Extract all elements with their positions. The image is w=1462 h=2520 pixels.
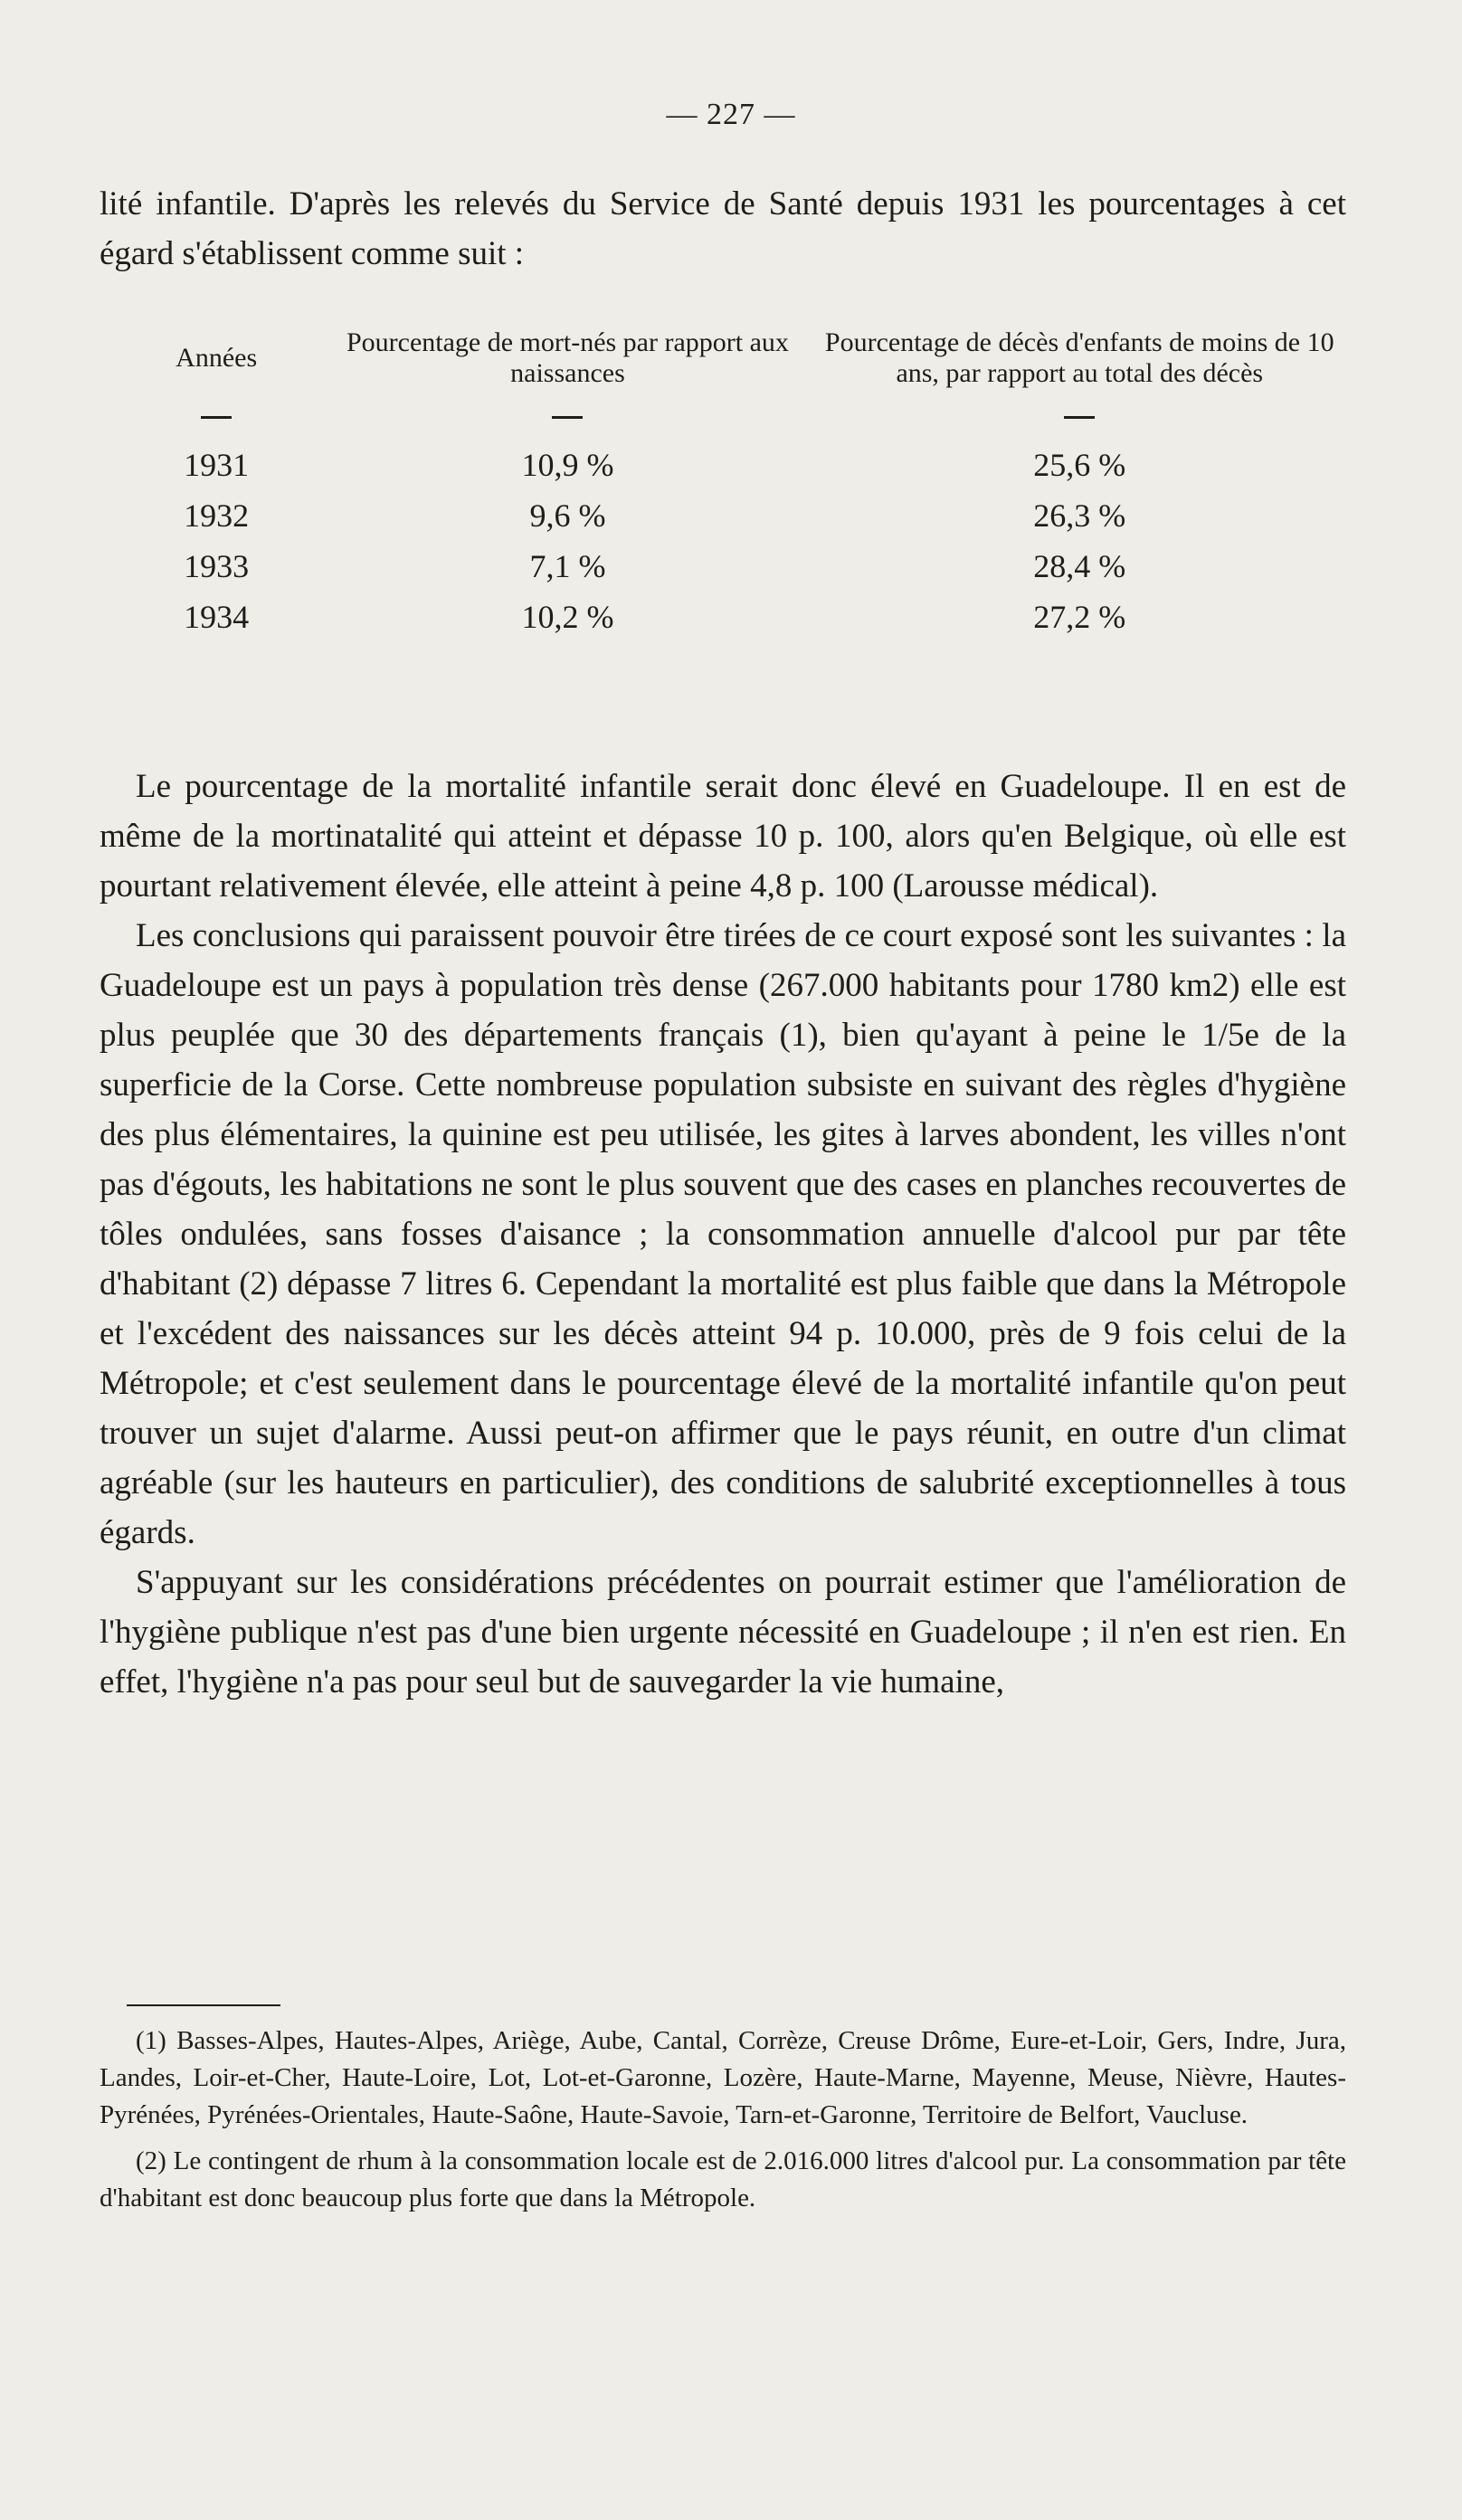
year-cell: 1934 [184,599,250,635]
year-cell: 1933 [184,548,250,584]
intro-paragraph: lité infantile. D'après les relevés du Service de Santé depuis 1931 les pourcentages à cet égard s'établissent comme suit : [100,185,1346,272]
statistics-table [100,327,1357,642]
body-text [100,762,1346,1707]
paragraph-hygiene: S'appuyant sur les considérations précédentes on pourrait estimer que l'amélioration de l'hygiène publique n'est pas d'une bien urgente nécessité en Guadeloupe ; il n'en est rien. En effet, l'hygiène n'a pas pour seul but de sauvegarder la vie humaine, [100,1564,1346,1701]
intro-text [100,179,1346,279]
stillbirth-cell: 10,2 % [521,599,614,635]
paragraph-mortality: Le pourcentage de la mortalité infantile serait donc élevé en Guadeloupe. Il en est de même de la mortinatalité qui atteint et dépasse 10 p. 100, alors qu'en Belgique, où elle est pourtant relativement élevée, elle atteint à peine 4,8 p. 100 (Larousse médical). [100,768,1346,905]
header-child-death-percentage: Pourcentage de décès d'enfants de moins de 10 ans, par rapport au total des décès [824,327,1334,388]
footnotes [100,2023,1346,2226]
dash-separator [802,389,1357,440]
stillbirth-cell: 7,1 % [529,548,606,584]
year-cell: 1932 [184,497,250,534]
child-deaths-cell: 27,2 % [1033,599,1126,635]
year-cell: 1931 [184,447,250,483]
table-dash-row [100,389,1357,440]
dash-separator [333,389,802,440]
table-row [100,541,1357,592]
child-deaths-cell: 25,6 % [1033,447,1126,483]
footnote-1: (1) Basses-Alpes, Hautes-Alpes, Ariège, Aube, Cantal, Corrèze, Creuse Drôme, Eure-et-Loir, Gers, Indre, Jura, Landes, Loir-et-Cher, Haute-Loire, Lot, Lot-et-Garonne, Lozère, Haute-Marne, Mayenne, Meuse, Nièvre, Hautes-Pyrénées, Pyrénées-Orientales, Haute-Saône, Haute-Savoie, Tarn-et-Garonne, Territoire de Belfort, Vaucluse. [100,2026,1346,2129]
child-deaths-cell: 26,3 % [1033,497,1126,534]
header-years: Années [176,343,258,373]
table-row [100,592,1357,642]
table-header-row [100,327,1357,389]
stillbirth-cell: 9,6 % [529,497,606,534]
page-number: — 227 — [666,98,796,131]
table-row [100,490,1357,541]
dash-separator [100,389,333,440]
stillbirth-cell: 10,9 % [521,447,614,483]
paragraph-conclusions: Les conclusions qui paraissent pouvoir être tirées de ce court exposé sont les suivantes : la Guadeloupe est un pays à population très dense (267.000 habitants pour 1780 km2) elle est plus peuplée que 30 des départements français (1), bien qu'ayant à peine le 1/5e de la superficie de la Corse. Cette nombreuse population subsiste en suivant des règles d'hygiène des plus élémentaires, la quinine est peu utilisée, les gites à larves abondent, les villes n'ont pas d'égouts, les habitations ne sont le plus souvent que des cases en planches recouvertes de tôles ondulées, sans fosses d'aisance ; la consommation annuelle d'alcool pur par tête d'habitant (2) dépasse 7 litres 6. Cependant la mortalité est plus faible que dans la Métropole et l'excédent des naissances sur les décès atteint 94 p. 10.000, près de 9 fois celui de la Métropole; et c'est seulement dans le pourcentage élevé de la mortalité infantile qu'on peut trouver un sujet d'alarme. Aussi peut-on affirmer que le pays réunit, en outre d'un climat agréable (sur les hauteurs en particulier), des conditions de salubrité exceptionnelles à tous égards. [100,917,1346,1551]
child-deaths-cell: 28,4 % [1033,548,1126,584]
footnote-divider [127,2004,280,2006]
header-stillbirth-percentage: Pourcentage de mort-nés par rapport aux naissances [346,327,789,388]
footnote-2: (2) Le contingent de rhum à la consommation locale est de 2.016.000 litres d'alcool pur. La consommation par tête d'habitant est donc beaucoup plus forte que dans la Métropole. [100,2146,1346,2212]
table-row [100,440,1357,490]
